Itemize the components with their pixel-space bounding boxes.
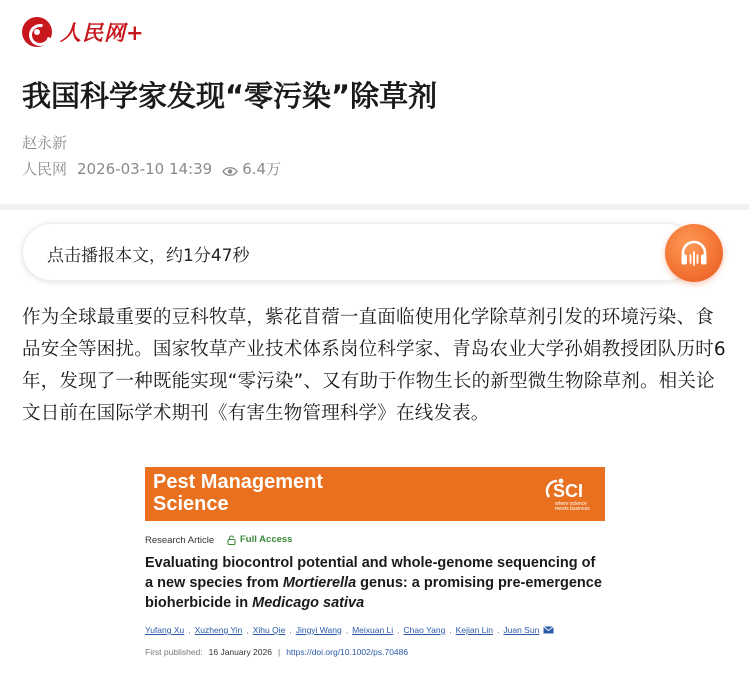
article-meta [22, 158, 281, 179]
article-paragraph: 作为全球最重要的豆科牧草，紫花苜蓿一直面临使用化学除草剂引发的环境污染、食品安全等困扰。国家牧草产业技术体系岗位科学家、青岛农业大学孙娟教授团队历时6年，发现了一种既能实现“零污染”、又有助于作物生长的新型微生物除草剂。相关论文日前在国际学术期刊《有害生物管理科学》在线发表。 [22, 307, 726, 424]
first-published-label: First published: [145, 647, 203, 657]
sci-logo-text: SCI [553, 481, 584, 501]
audio-playback-bar[interactable] [22, 223, 696, 281]
journal-name: Pest Management Science [153, 471, 324, 515]
audio-label: 点击播报本文，约1分47秒 [47, 246, 250, 266]
headphones-icon [679, 239, 709, 267]
first-published-date: 16 January 2026 [208, 647, 272, 657]
section-divider [0, 204, 749, 210]
author-link[interactable]: Meixuan Li [352, 625, 394, 635]
site-header [22, 16, 145, 48]
unlock-icon [227, 535, 236, 545]
author-link[interactable]: Xuzheng Yin [194, 625, 243, 635]
author-link[interactable]: Kejian Lin [455, 625, 494, 635]
author-link[interactable]: Yufang Xu [145, 625, 185, 635]
author-link[interactable]: Chao Yang [403, 625, 446, 635]
audio-play-button[interactable] [665, 224, 723, 282]
article-type-label: Research Article [145, 535, 215, 546]
paper-authors: Yufang Xu , Xuzheng Yin , Xihu Qie , Jingyi Wang , Meixuan Li , Chao Yang , Kejian Lin , Juan Sun [145, 625, 605, 635]
eye-icon [222, 163, 238, 174]
sci-logo [543, 475, 599, 515]
people-daily-logo-icon[interactable] [22, 17, 52, 47]
journal-article-figure [145, 467, 605, 667]
article-title: 我国科学家发现“零污染”除草剂 [22, 79, 438, 113]
journal-banner [145, 467, 605, 521]
publication-line [145, 647, 408, 657]
paper-title: Evaluating biocontrol potential and whole-genome sequencing of a new species from Mortierella genus: a promising pre-emergence bioherbicide in Medicago sativa [145, 555, 602, 611]
sci-tagline: where science meets business [555, 501, 590, 512]
author-link[interactable]: Xihu Qie [252, 625, 286, 635]
author-link[interactable]: Jingyi Wang [295, 625, 342, 635]
site-logo-text[interactable]: 人民网+ [60, 20, 145, 45]
article-source: 人民网 [22, 160, 68, 178]
envelope-icon[interactable] [543, 626, 554, 634]
article-datetime: 2026-03-10 14:39 [77, 159, 213, 178]
pipe-divider: | [277, 647, 281, 657]
doi-link[interactable]: https://doi.org/10.1002/ps.70486 [286, 647, 409, 657]
full-access-badge: Full Access [227, 534, 292, 545]
author-link[interactable]: Juan Sun [503, 625, 540, 635]
article-author: 赵永新 [22, 134, 68, 152]
article-views: 6.4万 [242, 160, 282, 178]
